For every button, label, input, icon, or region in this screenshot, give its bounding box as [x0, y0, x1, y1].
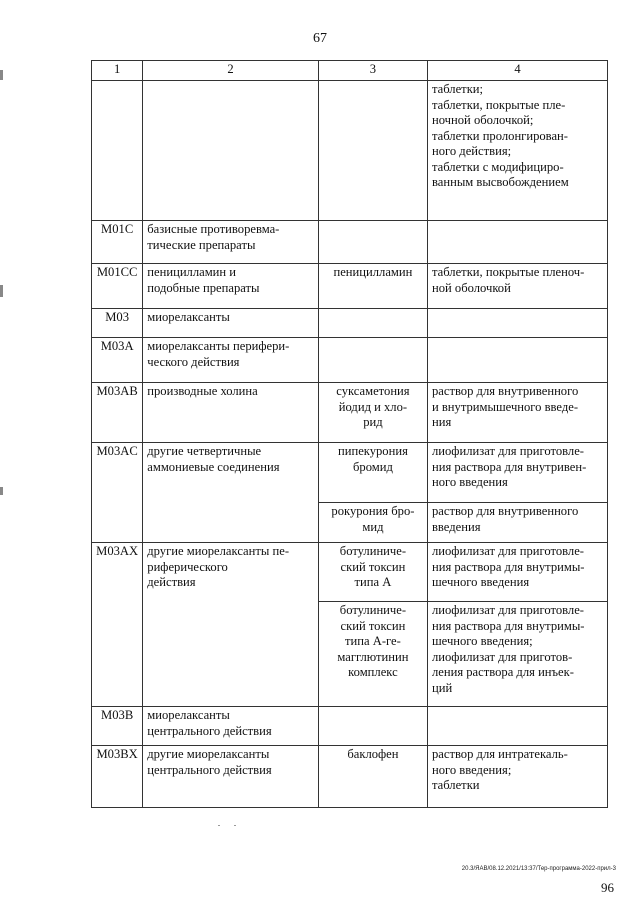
drug-name-cell: рокурония бро- мид — [318, 503, 427, 543]
atc-code-cell: M03AX — [92, 543, 143, 707]
dosage-form-cell — [427, 707, 607, 746]
atc-code-cell: M01C — [92, 221, 143, 264]
drug-classification-table — [91, 60, 608, 808]
group-name-cell: другие миорелаксанты центрального действия — [143, 746, 319, 808]
atc-code-cell — [92, 81, 143, 221]
dosage-form-cell: таблетки; таблетки, покрытые пле- ночной оболочкой; таблетки пролонгирован- ного действия; таблетки с модифициро- ванным высвобождением — [427, 81, 607, 221]
atc-code-cell: M03A — [92, 338, 143, 383]
table-row — [92, 383, 608, 443]
drug-name-cell — [318, 221, 427, 264]
atc-code-cell: M03AC — [92, 443, 143, 543]
group-name-cell: миорелаксанты перифери- ческого действия — [143, 338, 319, 383]
dosage-form-cell: раствор для внутривенного введения — [427, 503, 607, 543]
atc-code-cell: M03AB — [92, 383, 143, 443]
dosage-form-cell: раствор для внутривенного и внутримышечного введе- ния — [427, 383, 607, 443]
dosage-form-cell — [427, 338, 607, 383]
scan-speck — [218, 825, 220, 826]
group-name-cell — [143, 81, 319, 221]
scan-margin-mark — [0, 70, 3, 80]
table-row — [92, 543, 608, 602]
dosage-form-cell: таблетки, покрытые пленоч- ной оболочкой — [427, 264, 607, 309]
group-name-cell: миорелаксанты центрального действия — [143, 707, 319, 746]
table-header-row — [92, 61, 608, 81]
drug-name-cell: пипекурония бромид — [318, 443, 427, 503]
column-header-4: 4 — [427, 61, 607, 81]
scan-speck — [234, 825, 236, 826]
table-row — [92, 221, 608, 264]
table-row — [92, 264, 608, 309]
dosage-form-cell — [427, 221, 607, 264]
dosage-form-cell — [427, 309, 607, 338]
column-header-1: 1 — [92, 61, 143, 81]
drug-name-cell: суксаметония йодид и хло- рид — [318, 383, 427, 443]
sheet-number: 96 — [601, 880, 614, 895]
drug-name-cell — [318, 309, 427, 338]
drug-name-cell: ботулиниче- ский токсин типа А-ге- магглютинин комплекс — [318, 602, 427, 707]
table-row — [92, 746, 608, 808]
drug-name-cell: ботулиниче- ский токсин типа А — [318, 543, 427, 602]
dosage-form-cell: раствор для интратекаль- ного введения; таблетки — [427, 746, 607, 808]
drug-name-cell: пеницилламин — [318, 264, 427, 309]
atc-code-cell: M03 — [92, 309, 143, 338]
group-name-cell: миорелаксанты — [143, 309, 319, 338]
dosage-form-cell: лиофилизат для приготовле- ния раствора для внутримы- шечного введения — [427, 543, 607, 602]
column-header-3: 3 — [318, 61, 427, 81]
dosage-form-cell: лиофилизат для приготовле- ния раствора для внутримы- шечного введения; лиофилизат для приготов- ления раствора для инъек- ций — [427, 602, 607, 707]
drug-name-cell: баклофен — [318, 746, 427, 808]
group-name-cell: другие четвертичные аммониевые соединения — [143, 443, 319, 543]
table-row — [92, 81, 608, 221]
group-name-cell: производные холина — [143, 383, 319, 443]
drug-name-cell — [318, 81, 427, 221]
dosage-form-cell: лиофилизат для приготовле- ния раствора для внутривен- ного введения — [427, 443, 607, 503]
page-number: 67 — [313, 31, 327, 46]
column-header-2: 2 — [143, 61, 319, 81]
atc-code-cell: M03BX — [92, 746, 143, 808]
drug-name-cell — [318, 338, 427, 383]
scan-margin-mark — [0, 487, 3, 495]
scan-margin-mark — [0, 285, 3, 297]
atc-code-cell: M03B — [92, 707, 143, 746]
group-name-cell: пеницилламин и подобные препараты — [143, 264, 319, 309]
document-footer-code: 20.3/ЯАВ/08.12.2021/13:37/Тер-программа-2022-прил-3 — [461, 866, 616, 872]
group-name-cell: базисные противоревма- тические препараты — [143, 221, 319, 264]
table-row — [92, 309, 608, 338]
table-row — [92, 443, 608, 503]
atc-code-cell: M01CC — [92, 264, 143, 309]
drug-name-cell — [318, 707, 427, 746]
group-name-cell: другие миорелаксанты пе- риферического действия — [143, 543, 319, 707]
table-row — [92, 338, 608, 383]
table-row — [92, 707, 608, 746]
